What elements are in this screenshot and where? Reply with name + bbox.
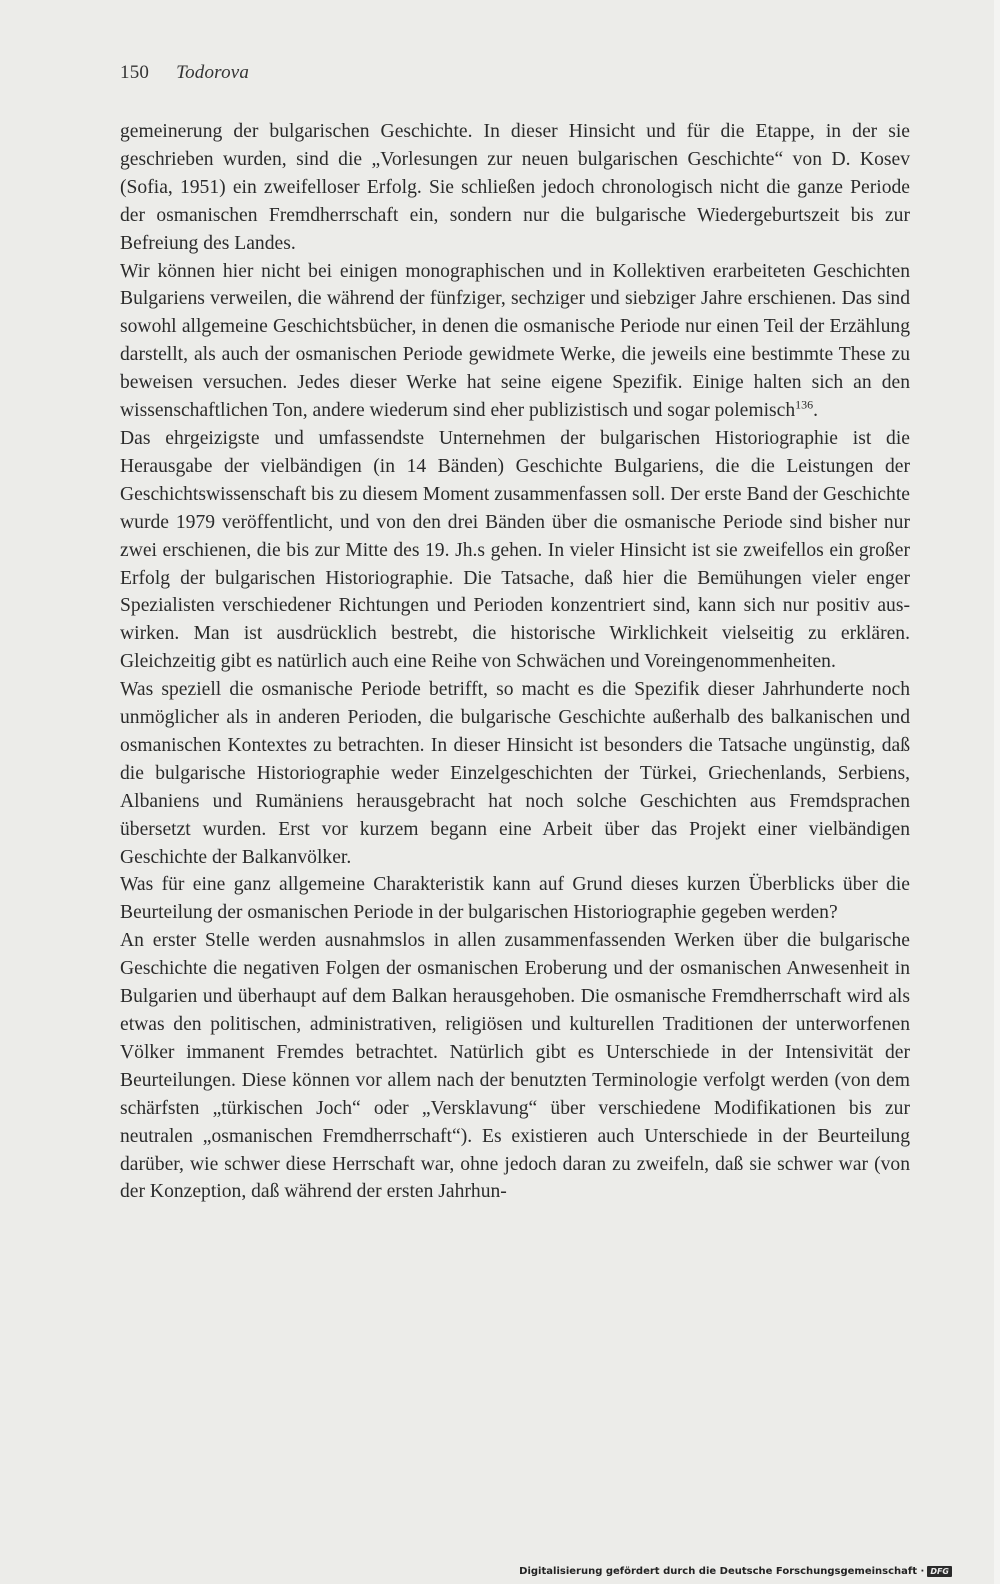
paragraph-6: An erster Stelle werden ausnahmslos in allen zusammenfassenden Werken über die bulgarische Geschichte die negativen Folgen der osmanischen Eroberung und der osmanischen Anwesenheit in Bulgarien und überhaupt auf dem Balkan herausgehoben. Die osmanische Fremdherrschaft wird als etwas den politischen, administrativen, religiösen und kulturellen Traditionen der unterworfenen Völker immanent Fremdes betrachtet. Natürlich gibt es Unterschiede in der Intensivität der Beurteilungen. Diese können vor allem nach der benutzten Terminologie verfolgt werden (von dem schärfsten „türkischen Joch“ oder „Versklavung“ über verschiedene Modifikationen bis zur neutralen „osmanischen Fremdherrschaft“). Es existieren auch Unterschiede in der Beurteilung darüber, wie schwer diese Herrschaft war, ohne jedoch daran zu zweifeln, daß sie schwer war (von der Konzeption, daß während der ersten Jahrhun- <box>120 930 910 1203</box>
page-number: 150 <box>120 62 150 83</box>
paragraph-5: Was für eine ganz allgemeine Charakteristik kann auf Grund dieses kurzen Überblicks über die Beurteilung der osmanischen Periode in der bulgarischen Historiographie gegeben werden? <box>120 874 910 924</box>
running-head-author: Todorova <box>176 62 250 83</box>
digitization-credit <box>519 1566 952 1577</box>
running-head <box>120 62 249 84</box>
page-edge <box>994 0 1000 1584</box>
paragraph-1: gemeinerung der bulgarischen Geschichte. In dieser Hinsicht und für die Etappe, in der sie geschrieben wurden, sind die „Vorlesungen zur neuen bulgarischen Geschichte“ von D. Kosev (Sofia, 1951) ein zweifelloser Erfolg. Sie schließen jedoch chronologisch nicht die ganze Periode der osmanischen Fremdherrschaft ein, sondern nur die bulgarische Wiedergeburtszeit bis zur Befreiung des Landes. <box>120 121 910 254</box>
body-text <box>120 118 910 1206</box>
credit-text: Digitalisierung gefördert durch die Deutsche Forschungsgemeinschaft · <box>519 1566 925 1577</box>
paragraph-2-end: . <box>813 400 819 422</box>
dfg-logo: DFG <box>927 1566 952 1577</box>
paragraph-2 <box>120 258 910 425</box>
footnote-reference: 136 <box>795 397 814 412</box>
paragraph-4: Was speziell die osmanische Periode betrifft, so macht es die Spezifik dieser Jahrhunderte noch unmöglicher als in anderen Perioden, die bulgarische Geschichte außerhalb des balkanischen und osmanischen Kontextes zu betrachten. In dieser Hinsicht ist besonders die Tatsache ungünstig, daß die bulgarische Historiographie weder Einzelgeschichten der Türkei, Griechenlands, Serbiens, Albaniens und Rumäniens herausgebracht hat noch solche Geschichten aus Fremdsprachen übersetzt wurden. Erst vor kurzem begann eine Arbeit über das Projekt einer vielbändigen Geschichte der Balkanvölker. <box>120 679 910 868</box>
paragraph-3: Das ehrgeizigste und umfassendste Unternehmen der bulgarischen Historiographie ist die Herausgabe der vielbändigen (in 14 Bänden) Geschichte Bulgariens, die die Leistungen der Geschichtswissenschaft bis zu diesem Moment zusammenfassen soll. Der erste Band der Geschichte wurde 1979 veröffentlicht, und von den drei Bänden über die osmanische Periode sind bisher nur zwei erschienen, die bis zur Mitte des 19. Jh.s gehen. In vieler Hinsicht ist sie zweifellos ein großer Erfolg der bulgarischen Historiographie. Die Tatsache, daß hier die Bemühungen vieler enger Spezialisten verschiedener Richtungen und Perioden konzentriert sind, kann sich nur positiv auswirken. Man ist ausdrücklich bestrebt, die historische Wirklichkeit vielseitig zu erklären. Gleichzeitig gibt es natürlich auch eine Reihe von Schwächen und Voreingenommenheiten. <box>120 427 910 673</box>
paragraph-2-text: Wir können hier nicht bei einigen monographischen und in Kollektiven erarbeiteten Geschichten Bulgariens verweilen, die während der fünfziger, sechziger und siebziger Jahre erschienen. Das sind sowohl allgemeine Geschichtsbücher, in denen die osmanische Periode nur einen Teil der Erzählung darstellt, als auch der osmanischen Periode gewidmete Werke, die jeweils eine bestimmte These zu beweisen versuchen. Jedes dieser Werke hat seine eigene Spezifik. Einige halten sich an den wissenschaftlichen Ton, andere wiederum sind eher publizistisch und sogar polemisch <box>120 260 910 422</box>
